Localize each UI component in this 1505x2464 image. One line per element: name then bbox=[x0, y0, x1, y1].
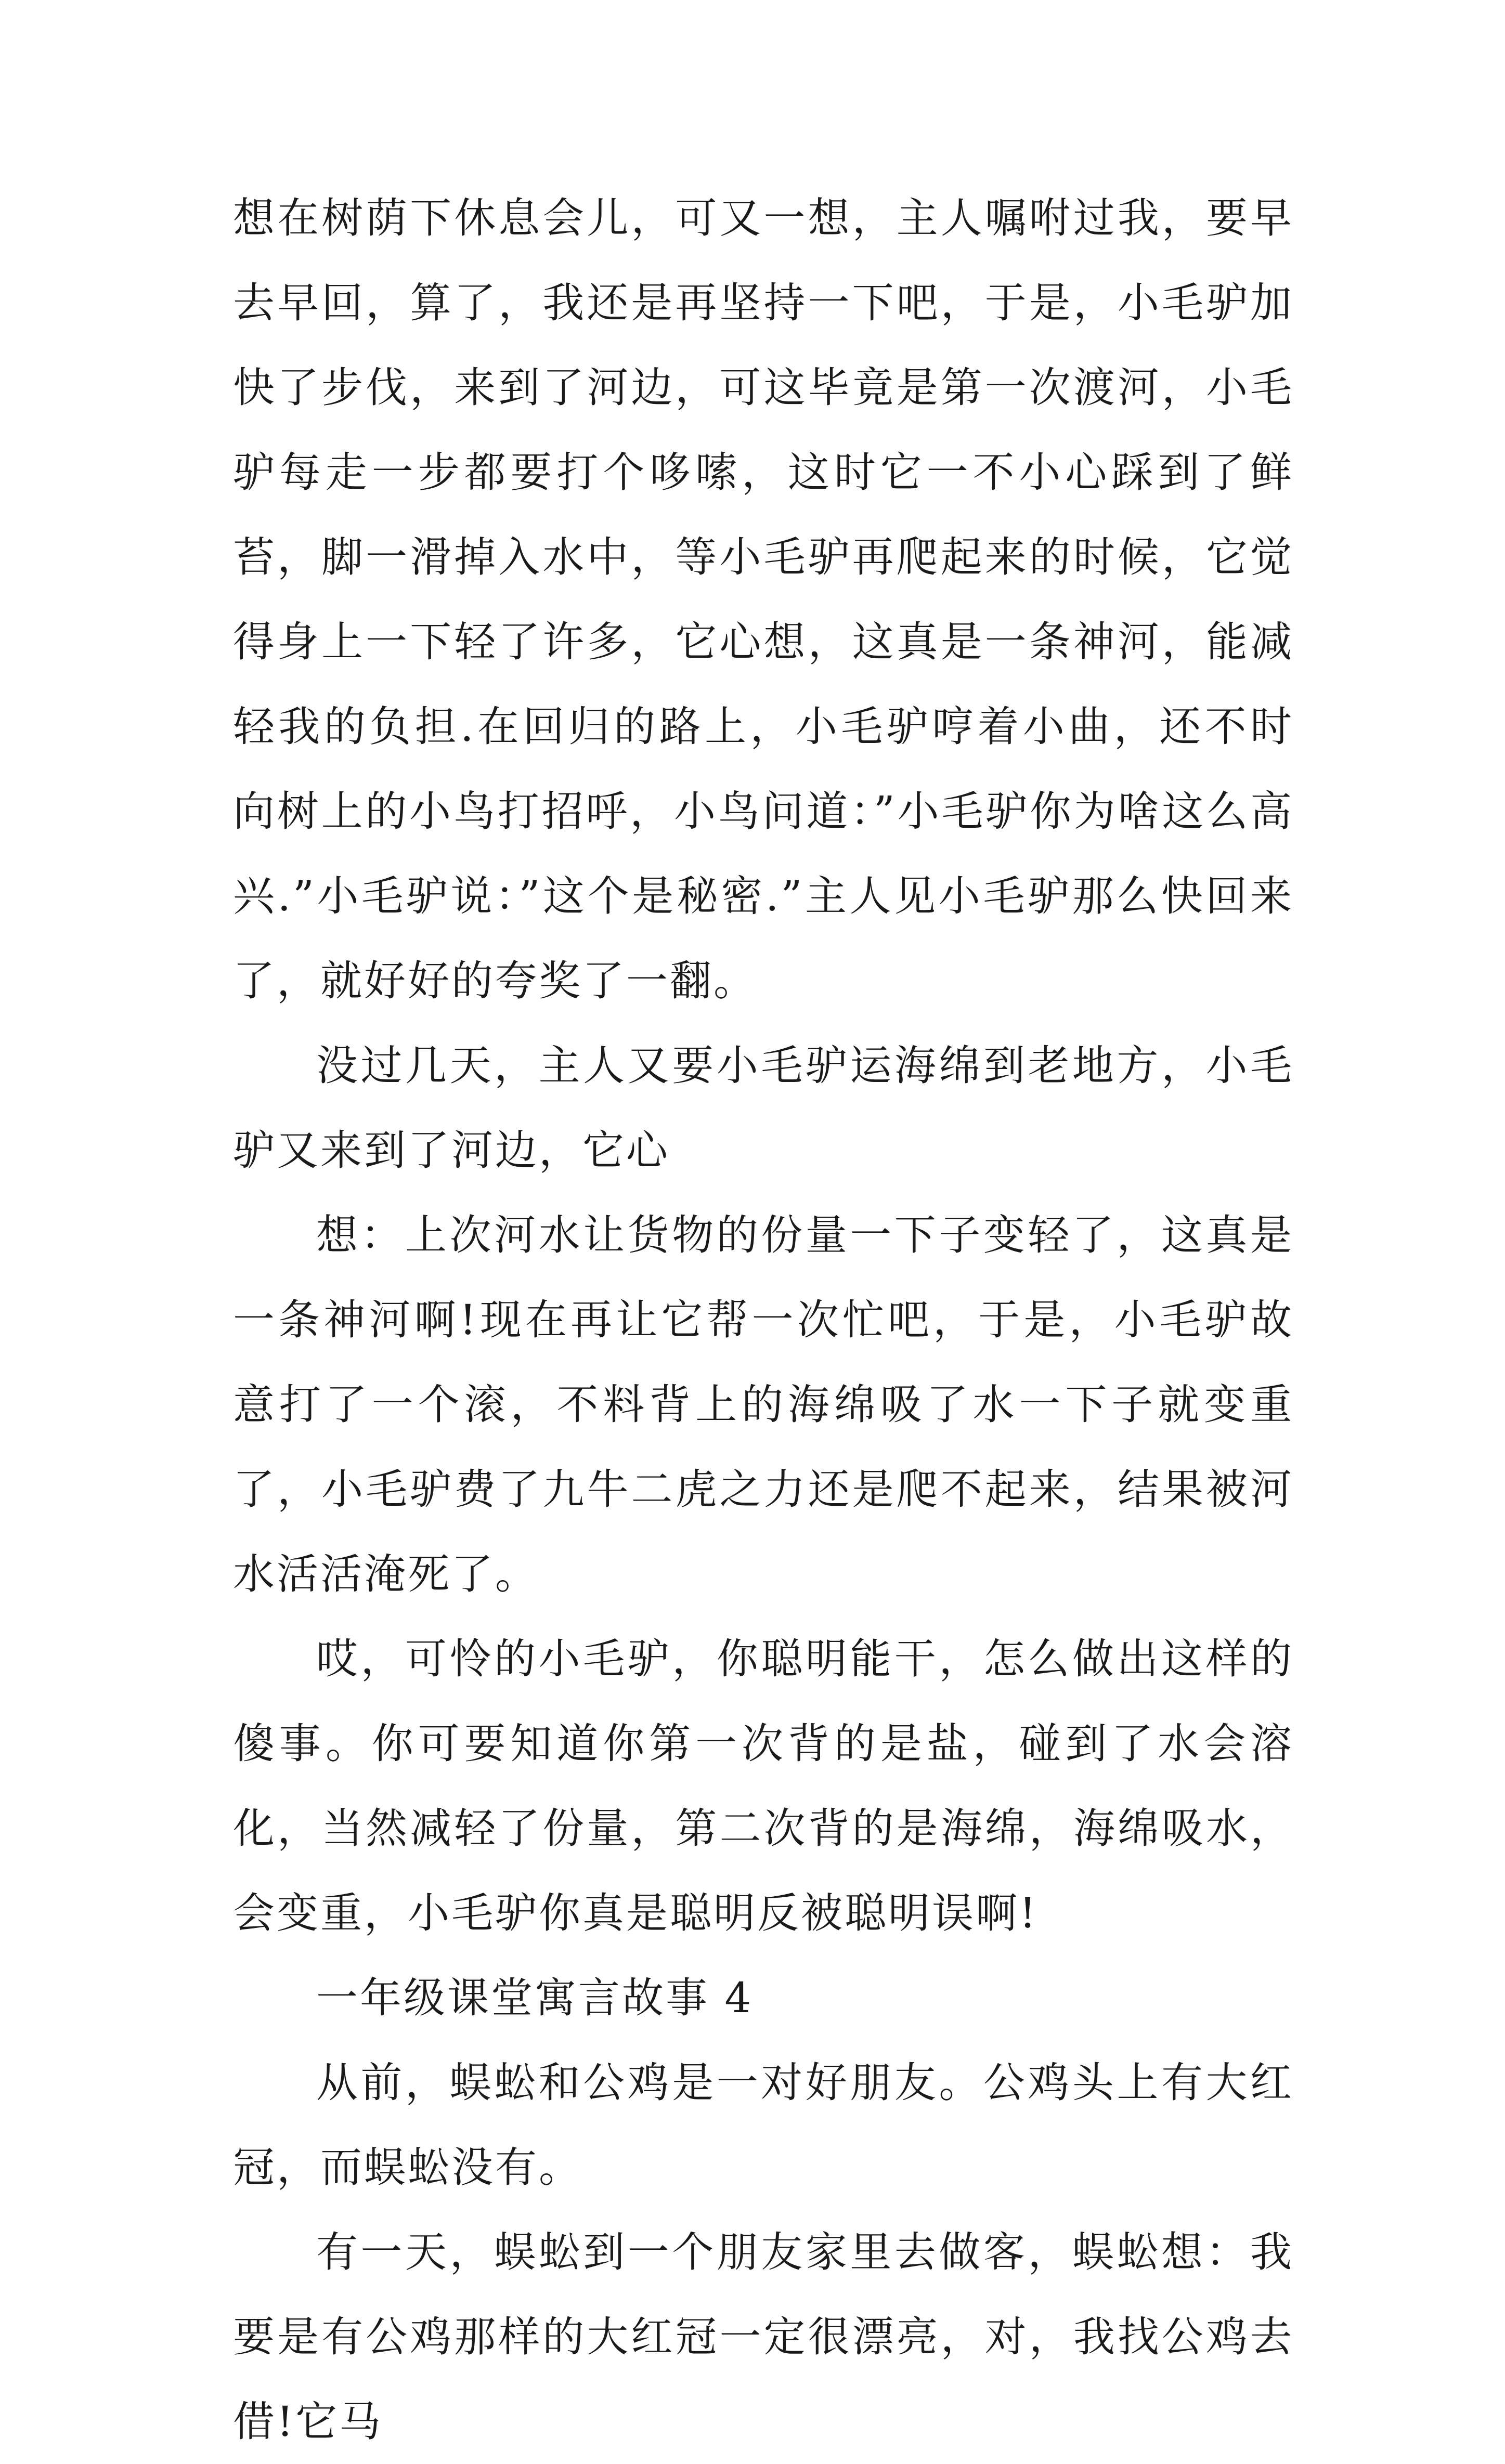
document-body bbox=[233, 176, 1294, 2464]
paragraph-4: 哎，可怜的小毛驴，你聪明能干，怎么做出这样的傻事。你可要知道你第一次背的是盐，碰到了水会溶化，当然减轻了份量，第二次背的是海绵，海绵吸水，会变重，小毛驴你真是聪明反被聪明误啊! bbox=[233, 1635, 1294, 1937]
section-heading: 一年级课堂寓言故事 4 bbox=[316, 1974, 754, 2022]
paragraph-5: 从前，蜈蚣和公鸡是一对好朋友。公鸡头上有大红冠，而蜈蚣没有。 bbox=[233, 2058, 1294, 2192]
paragraph-6: 有一天，蜈蚣到一个朋友家里去做客，蜈蚣想：我要是有公鸡那样的大红冠一定很漂亮，对，我找公鸡去借!它马 bbox=[233, 2228, 1294, 2446]
paragraph-2: 没过几天，主人又要小毛驴运海绵到老地方，小毛驴又来到了河边，它心 bbox=[233, 1041, 1294, 1175]
paragraph-3: 想：上次河水让货物的份量一下子变轻了，这真是一条神河啊!现在再让它帮一次忙吧，于是，小毛驴故意打了一个滚，不料背上的海绵吸了水一下子就变重了，小毛驴费了九牛二虎之力还是爬不起来，结果被河水活活淹死了。 bbox=[233, 1211, 1294, 1598]
paragraph-1: 想在树荫下休息会儿，可又一想，主人嘱咐过我，要早去早回，算了，我还是再坚持一下吧，于是，小毛驴加快了步伐，来到了河边，可这毕竟是第一次渡河，小毛驴每走一步都要打个哆嗦，这时它一不小心踩到了鲜苔，脚一滑掉入水中，等小毛驴再爬起来的时候，它觉得身上一下轻了许多，它心想，这真是一条神河，能减轻我的负担.在回归的路上，小毛驴哼着小曲，还不时向树上的小鸟打招呼，小鸟问道：”小毛驴你为啥这么高兴.”小毛驴说：”这个是秘密.”主人见小毛驴那么快回来了，就好好的夸奖了一翻。 bbox=[233, 194, 1294, 1005]
